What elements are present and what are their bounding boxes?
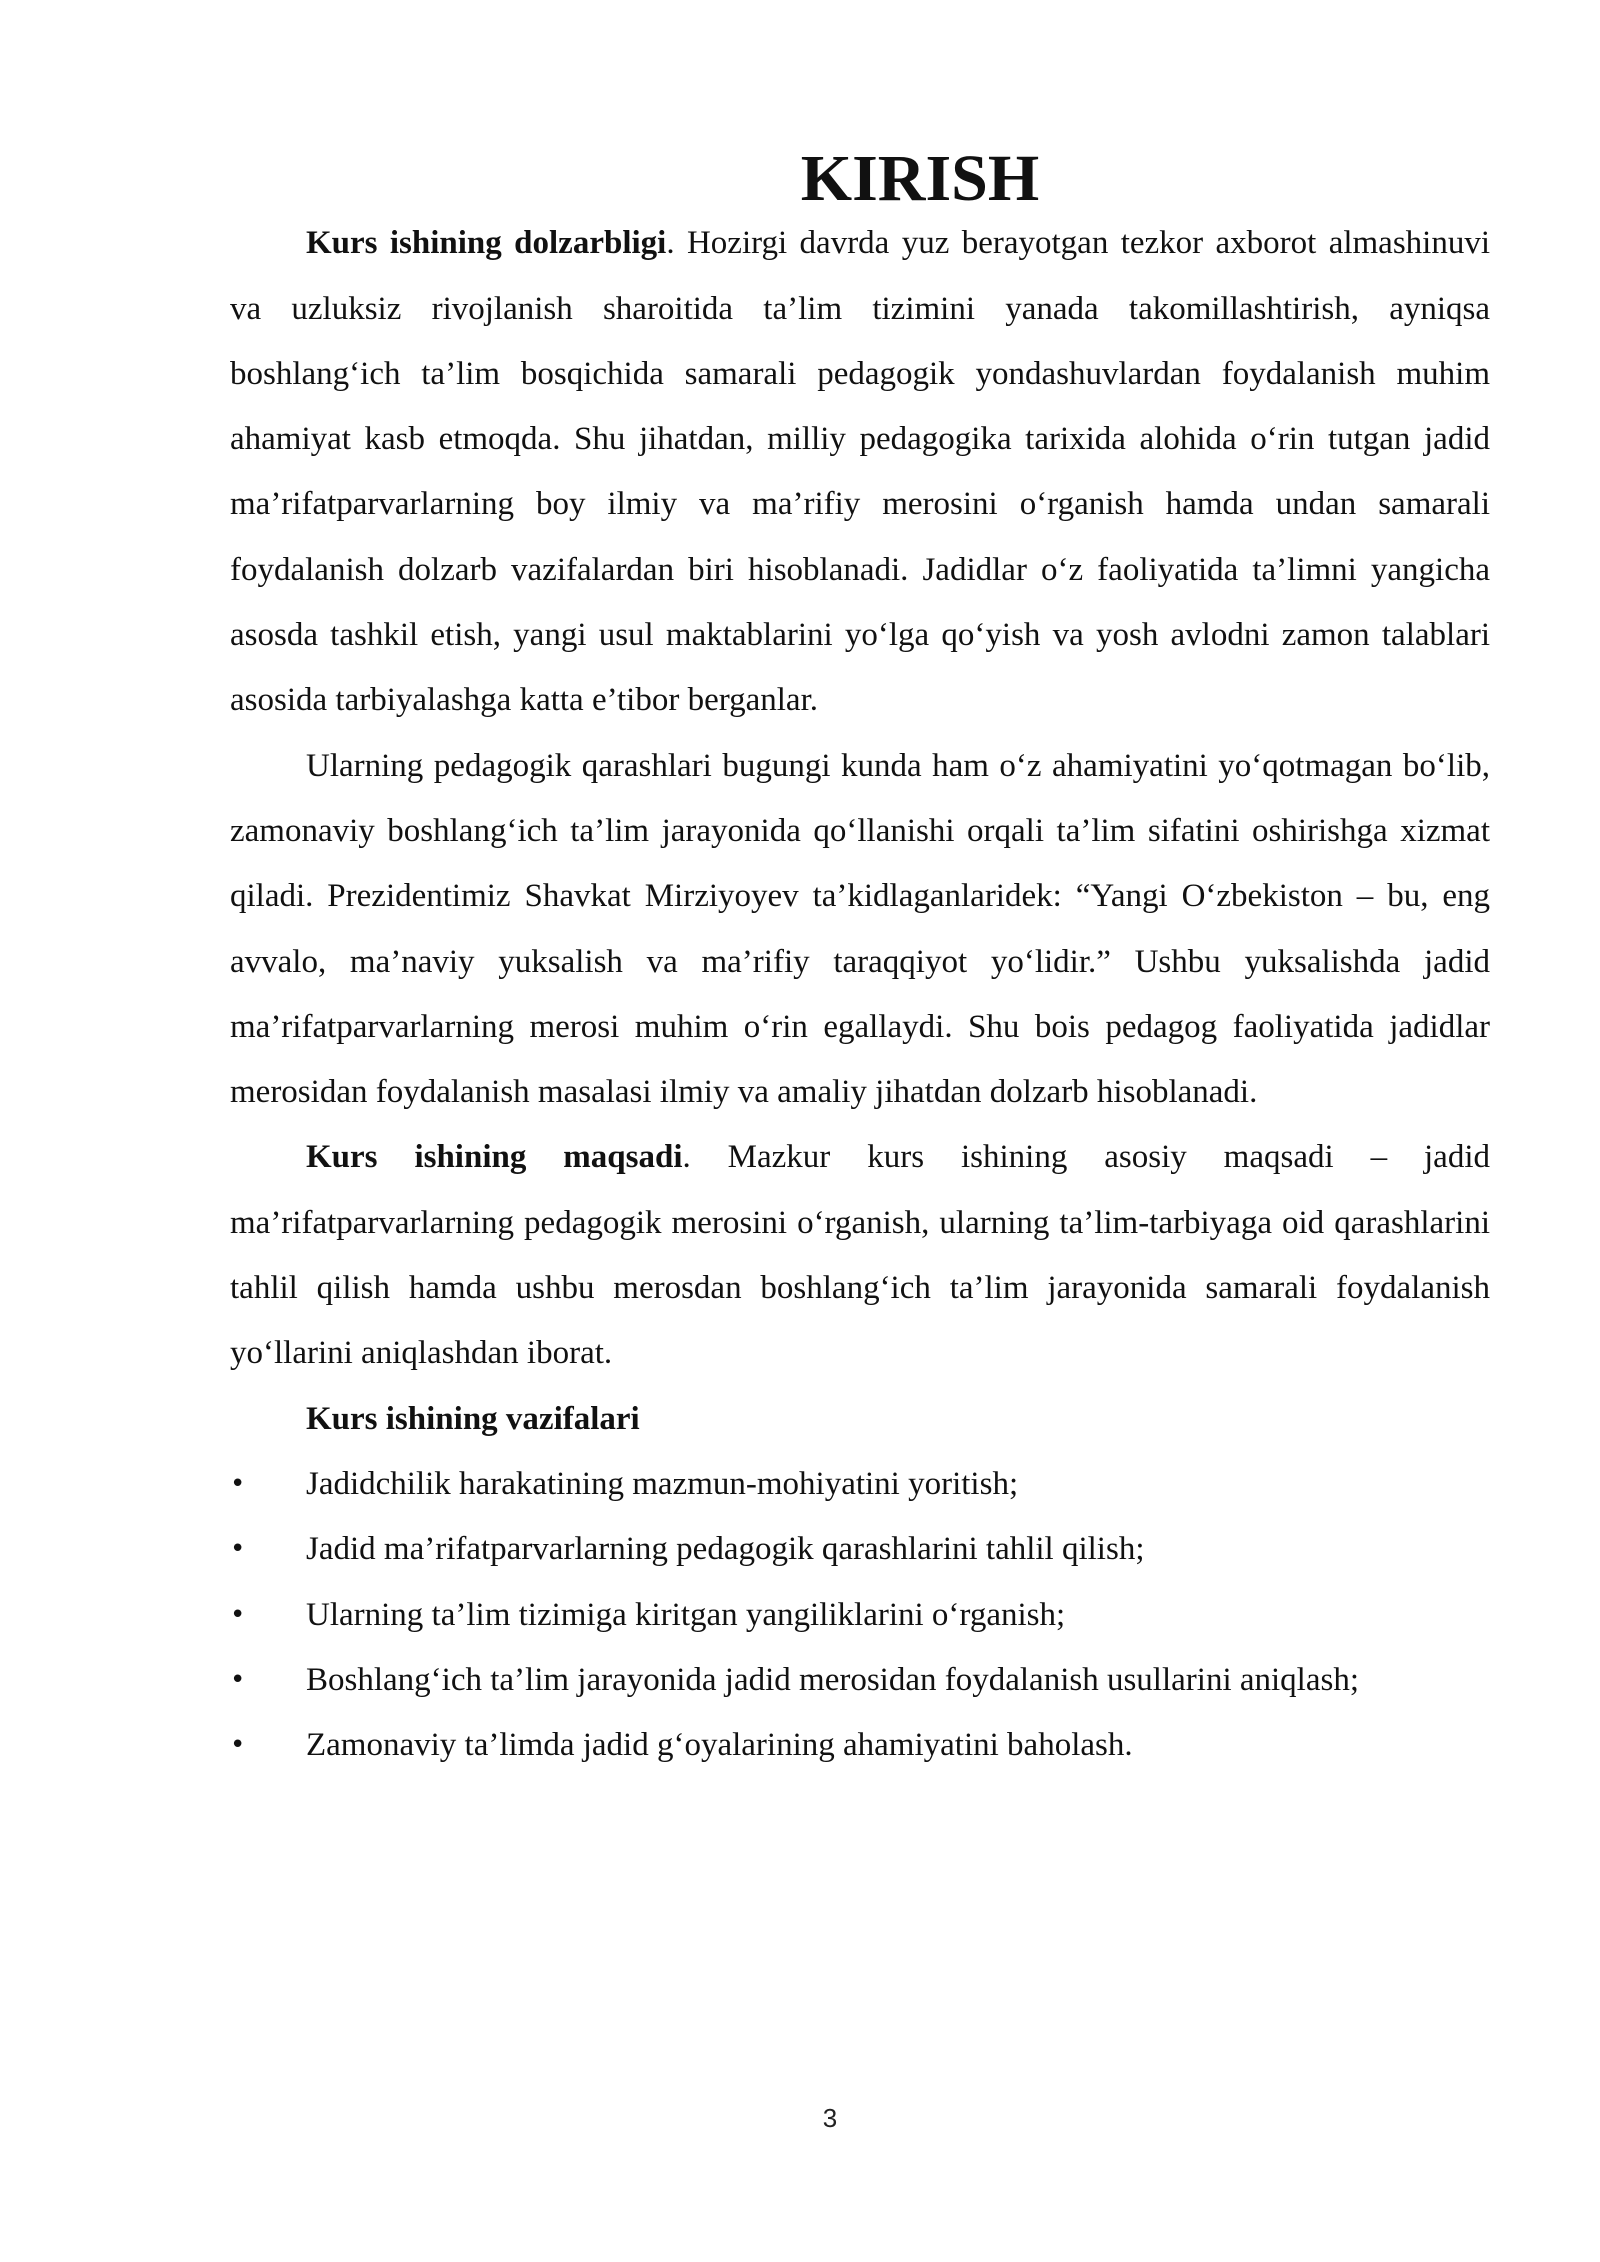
goal-paragraph — [230, 1125, 1490, 1386]
list-item-text: Zamonaviy ta’limda jadid g‘oyalarining ahamiyatini baholash. — [306, 1727, 1133, 1764]
list-item — [230, 1517, 1490, 1582]
page-content — [230, 142, 1490, 1778]
list-item — [230, 1583, 1490, 1648]
page-title: KIRISH — [800, 142, 1040, 215]
bullet-icon: • — [230, 1534, 246, 1565]
views-paragraph: Ularning pedagogik qarashlari bugungi kunda ham o‘z ahamiyatini yo‘qotmagan bo‘lib, zamonaviy boshlang‘ich ta’lim jarayonida qo‘llanishi orqali ta’lim sifatini oshirishga xizmat qiladi. Prezidentimiz Shavkat Mirziyoyev ta’kidlaganlaridek: “Yangi O‘zbekiston – bu, eng avvalo, ma’naviy yuksalish va ma’rifiy taraqqiyot yo‘lidir.” Ushbu yuksalishda jadid ma’rifatparvarlarning merosi muhim o‘rin egallaydi. Shu bois pedagog faoliyatida jadidlar merosidan foydalanish masalasi ilmiy va amaliy jihatdan dolzarb hisoblanadi. — [230, 747, 1490, 1111]
bullet-icon: • — [230, 1664, 246, 1695]
goal-text: . Mazkur kurs ishining asosiy maqsadi – jadid ma’rifatparvarlarning pedagogik merosini o‘rganish, ularning ta’lim-tarbiyaga oid qarashlarini tahlil qilish hamda ushbu merosdan boshlang‘ich ta’lim jarayonida samarali foydalanish yo‘llarini aniqlashdan iborat. — [230, 1139, 1490, 1372]
list-item-text: Jadidchilik harakatining mazmun-mohiyatini yoritish; — [306, 1465, 1019, 1502]
tasks-list — [230, 1452, 1490, 1778]
list-item — [230, 1713, 1490, 1778]
list-item — [230, 1452, 1490, 1517]
bullet-icon: • — [230, 1468, 246, 1499]
relevance-paragraph — [230, 211, 1490, 733]
goal-lead: Kurs ishining maqsadi — [306, 1139, 683, 1176]
relevance-lead: Kurs ishining dolzarbligi — [306, 225, 667, 262]
bullet-icon: • — [230, 1599, 246, 1630]
list-item-text: Boshlang‘ich ta’lim jarayonida jadid merosidan foydalanish usullarini aniqlash; — [306, 1661, 1360, 1698]
page-number: 3 — [822, 2103, 838, 2133]
list-item — [230, 1648, 1490, 1713]
tasks-heading: Kurs ishining vazifalari — [306, 1400, 640, 1437]
list-item-text: Ularning ta’lim tizimiga kiritgan yangiliklarini o‘rganish; — [306, 1596, 1066, 1633]
bullet-icon: • — [230, 1730, 246, 1761]
list-item-text: Jadid ma’rifatparvarlarning pedagogik qarashlarini tahlil qilish; — [306, 1531, 1145, 1568]
relevance-text: . Hozirgi davrda yuz berayotgan tezkor axborot almashinuvi va uzluksiz rivojlanish sharoitida ta’lim tizimini yanada takomillashtirish, ayniqsa boshlang‘ich ta’lim bosqichida samarali pedagogik yondashuvlardan foydalanish muhim ahamiyat kasb etmoqda. Shu jihatdan, milliy pedagogika tarixida alohida o‘rin tutgan jadid ma’rifatparvarlarning boy ilmiy va ma’rifiy merosini o‘rganish hamda undan samarali foydalanish dolzarb vazifalardan biri hisoblanadi. Jadidlar o‘z faoliyatida ta’limni yangicha asosda tashkil etish, yangi usul maktablarini yo‘lga qo‘yish va yosh avlodni zamon talablari asosida tarbiyalashga katta e’tibor berganlar. — [230, 225, 1490, 719]
